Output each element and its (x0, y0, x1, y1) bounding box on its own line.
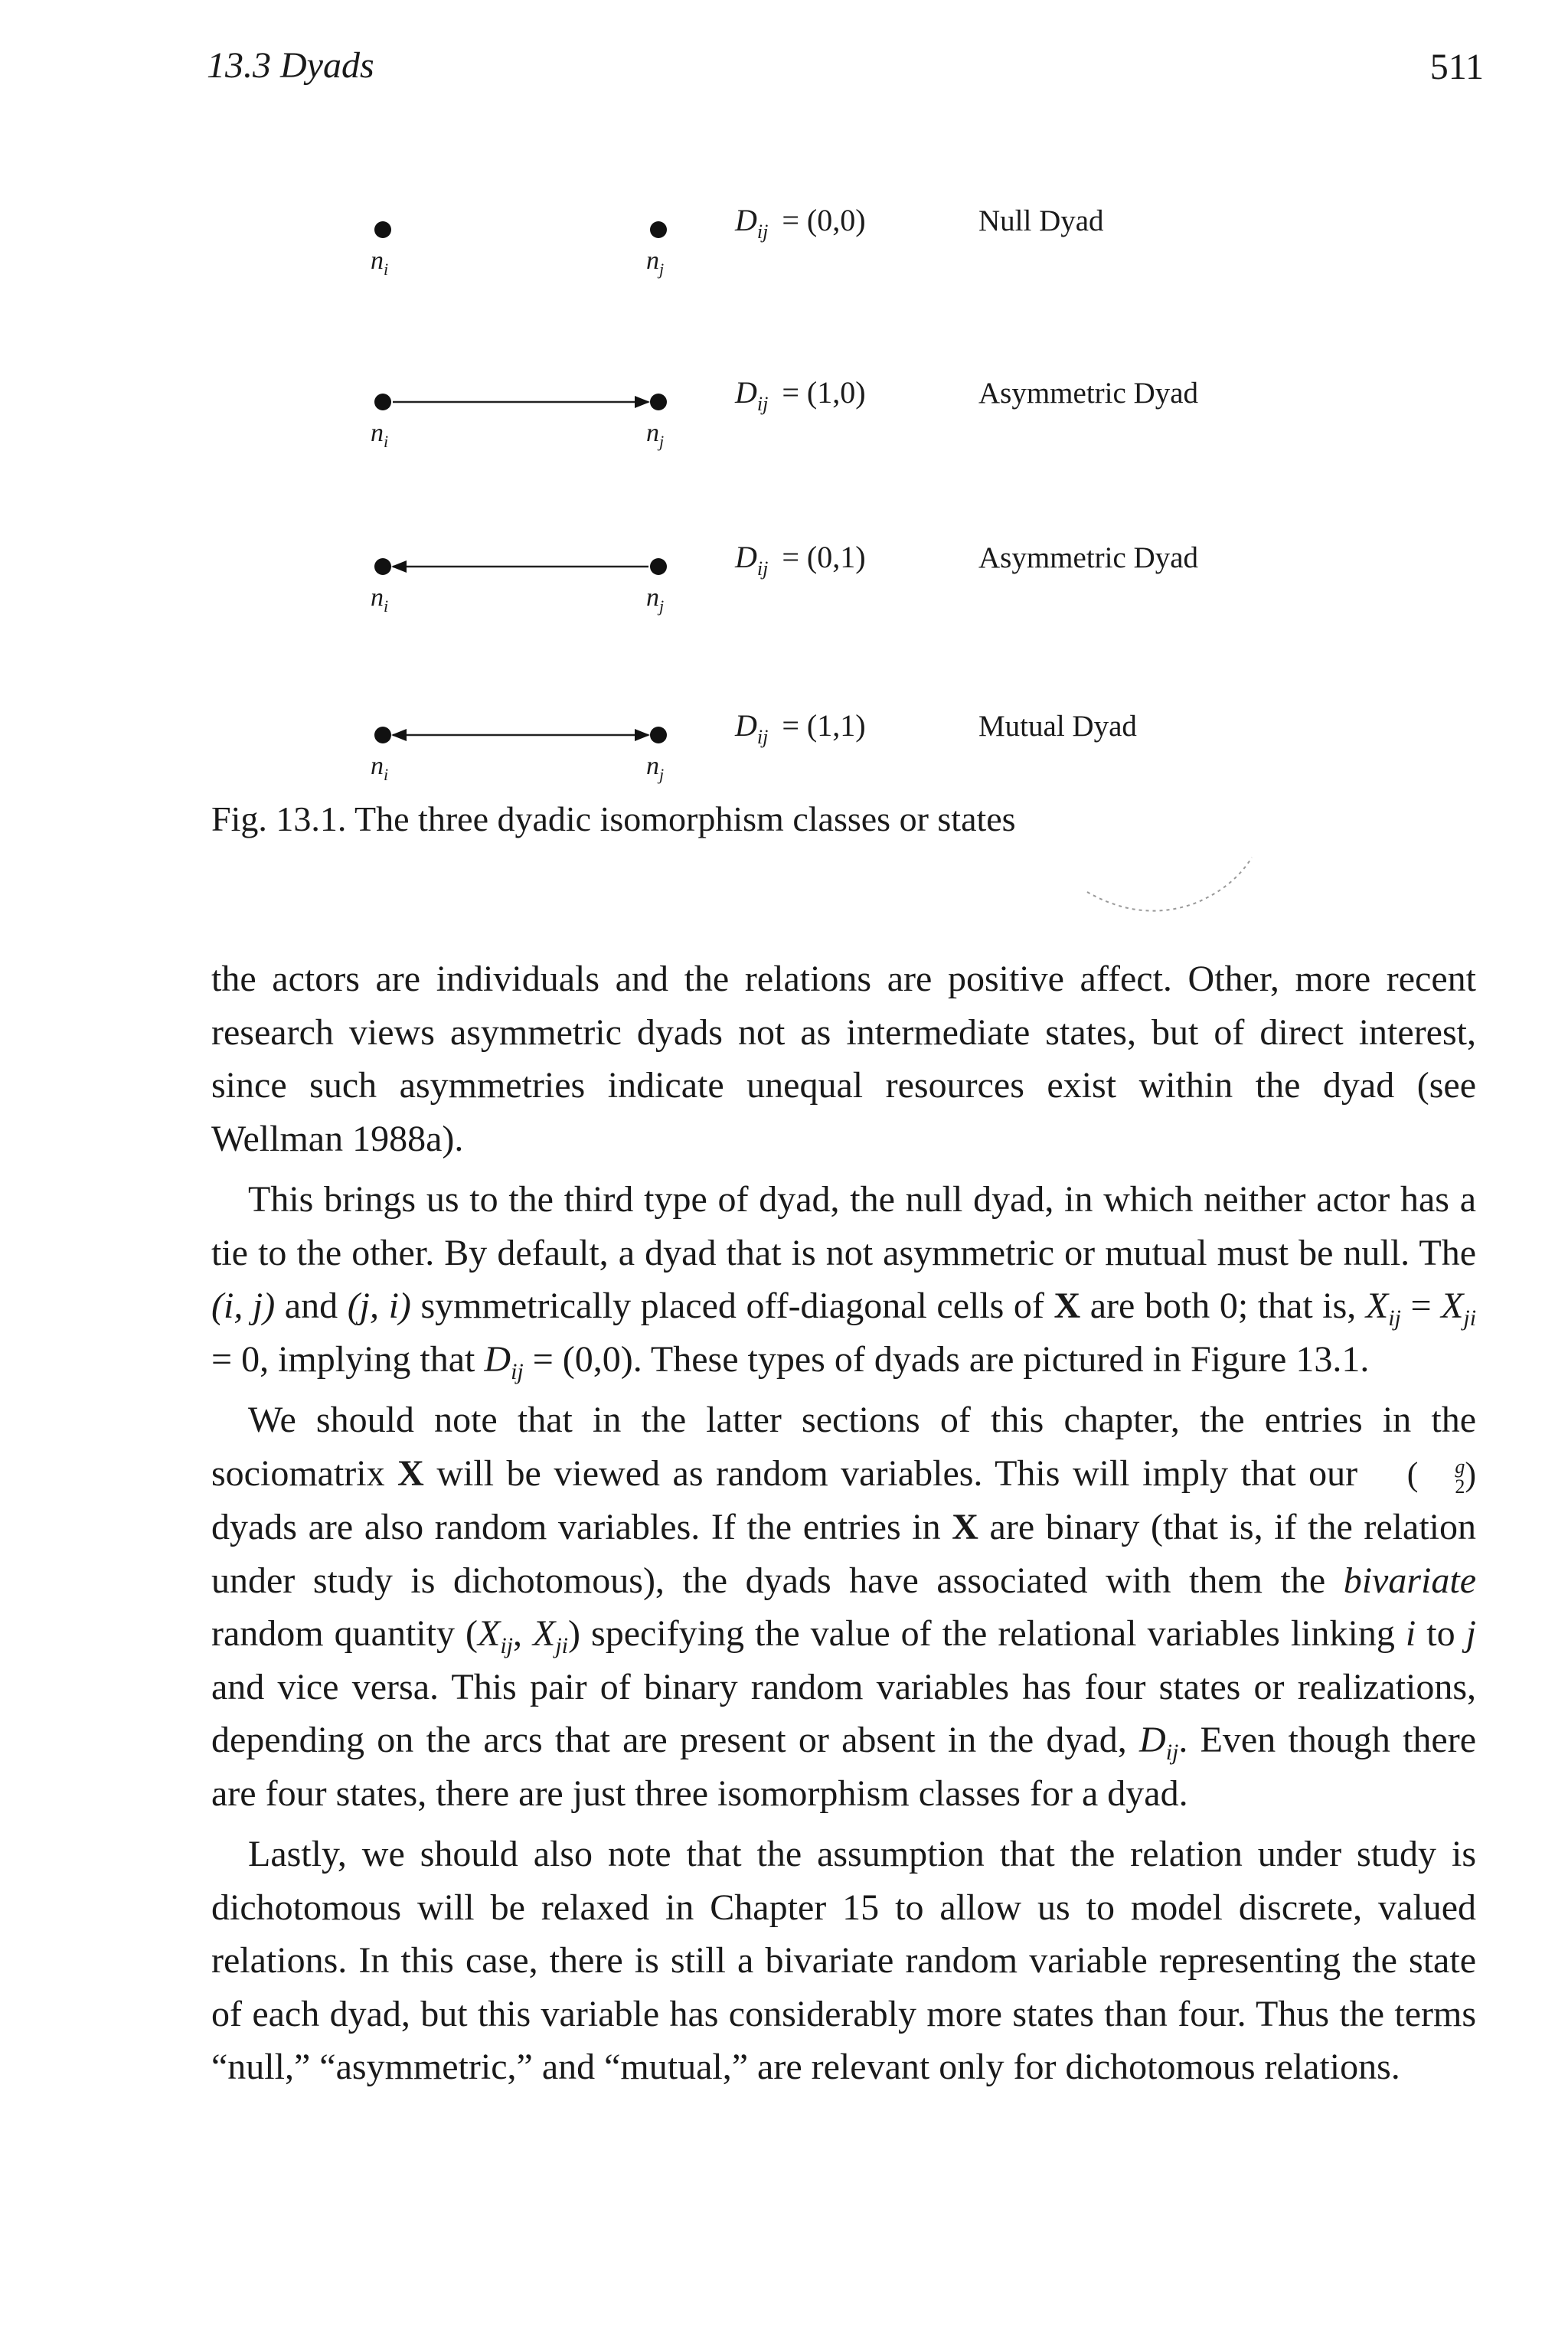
dyad-equation: $D_{ij} = (0,1)$ (735, 540, 866, 580)
label-n-i: $n_i$ (371, 583, 389, 616)
label-n-i: $n_i$ (371, 752, 389, 784)
binomial-g-choose-2: ( g 2 ) (1406, 1455, 1477, 1498)
label-n-j: $n_j$ (646, 247, 665, 279)
node-i (374, 558, 391, 575)
page-number: 511 (1429, 47, 1484, 87)
paragraph-3: We should note that in the latter sections of this chapter, the entries in the sociomatrix X will be viewed as random variables. This will imply that our ( g 2 ) dyads are also random variables. If the entries in X are binary (that is, if the relation under study is dichotomous), the dyads have associated with them the bivariate random quantity ($X_{ij}$, $X_{ji}$) specifying the value of the relational variables linking i to j and vice versa. This pair of binary random variables has four states or realizations, depending on the arcs that are present or absent in the dyad, $D_{ij}$. Even though there are four states, there are just three isomorphism classes for a dyad. (211, 1400, 1477, 1814)
dyad-equation: $D_{ij} = (0,0)$ (735, 203, 866, 243)
label-n-i: $n_i$ (371, 419, 389, 451)
dyad-type-label: Asymmetric Dyad (978, 541, 1199, 574)
dyad-row-3 (276, 521, 1271, 674)
dyad-row-2 (276, 356, 1271, 509)
dyad-equation: $D_{ij} = (1,1)$ (735, 708, 866, 748)
dyad-graph (276, 356, 704, 448)
dyad-type-label: Mutual Dyad (978, 710, 1137, 743)
stray-curve-mark (1080, 850, 1263, 919)
label-n-j: $n_j$ (646, 419, 665, 451)
paragraph-2: This brings us to the third type of dyad, the null dyad, in which neither actor has a tie to the other. By default, a dyad that is not asymmetric or mutual must be null. The (i, j) and (j, i) symmetrically placed off-diagonal cells of X are both 0; that is, $X_{ij} = X_{ji} = 0$, implying that $D_{ij} = (0,0)$. These types of dyads are pictured in Figure 13.1. (211, 1179, 1477, 1384)
dyad-type-label: Null Dyad (978, 204, 1104, 237)
node-j (650, 558, 667, 575)
node-j (650, 221, 667, 238)
dyad-type-label: Asymmetric Dyad (978, 377, 1199, 410)
dyad-graph (276, 689, 704, 781)
label-n-i: $n_i$ (371, 247, 389, 279)
node-i (374, 727, 391, 743)
running-head: 13.3 Dyads (207, 45, 374, 86)
dyad-equation: $D_{ij} = (1,0)$ (735, 375, 866, 415)
node-i (374, 221, 391, 238)
dyad-graph (276, 521, 704, 613)
node-j (650, 727, 667, 743)
figure-dyad-states (211, 184, 1271, 888)
dyad-graph (276, 184, 704, 276)
node-j (650, 394, 667, 410)
body-text (211, 952, 1476, 2094)
paragraph-1: the actors are individuals and the relations are positive affect. Other, more recent research views asymmetric dyads not as intermediate states, but of direct interest, since such asymmetries indicate unequal resources exist within the dyad (see Wellman 1988a). (211, 959, 1476, 1159)
label-n-j: $n_j$ (646, 583, 665, 616)
label-n-j: $n_j$ (646, 752, 665, 784)
node-i (374, 394, 391, 410)
dyad-row-1 (276, 184, 1271, 337)
figure-caption: Fig. 13.1. The three dyadic isomorphism classes or states (211, 799, 1016, 838)
paragraph-4: Lastly, we should also note that the assumption that the relation under study is dichotomous will be relaxed in Chapter 15 to allow us to model discrete, valued relations. In this case, there is still a bivariate random variable representing the state of each dyad, but this variable has considerably more states than four. Thus the terms “null,” “asymmetric,” and “mutual,” are relevant only for dichotomous relations. (211, 1834, 1476, 2087)
page-header (207, 29, 1484, 90)
